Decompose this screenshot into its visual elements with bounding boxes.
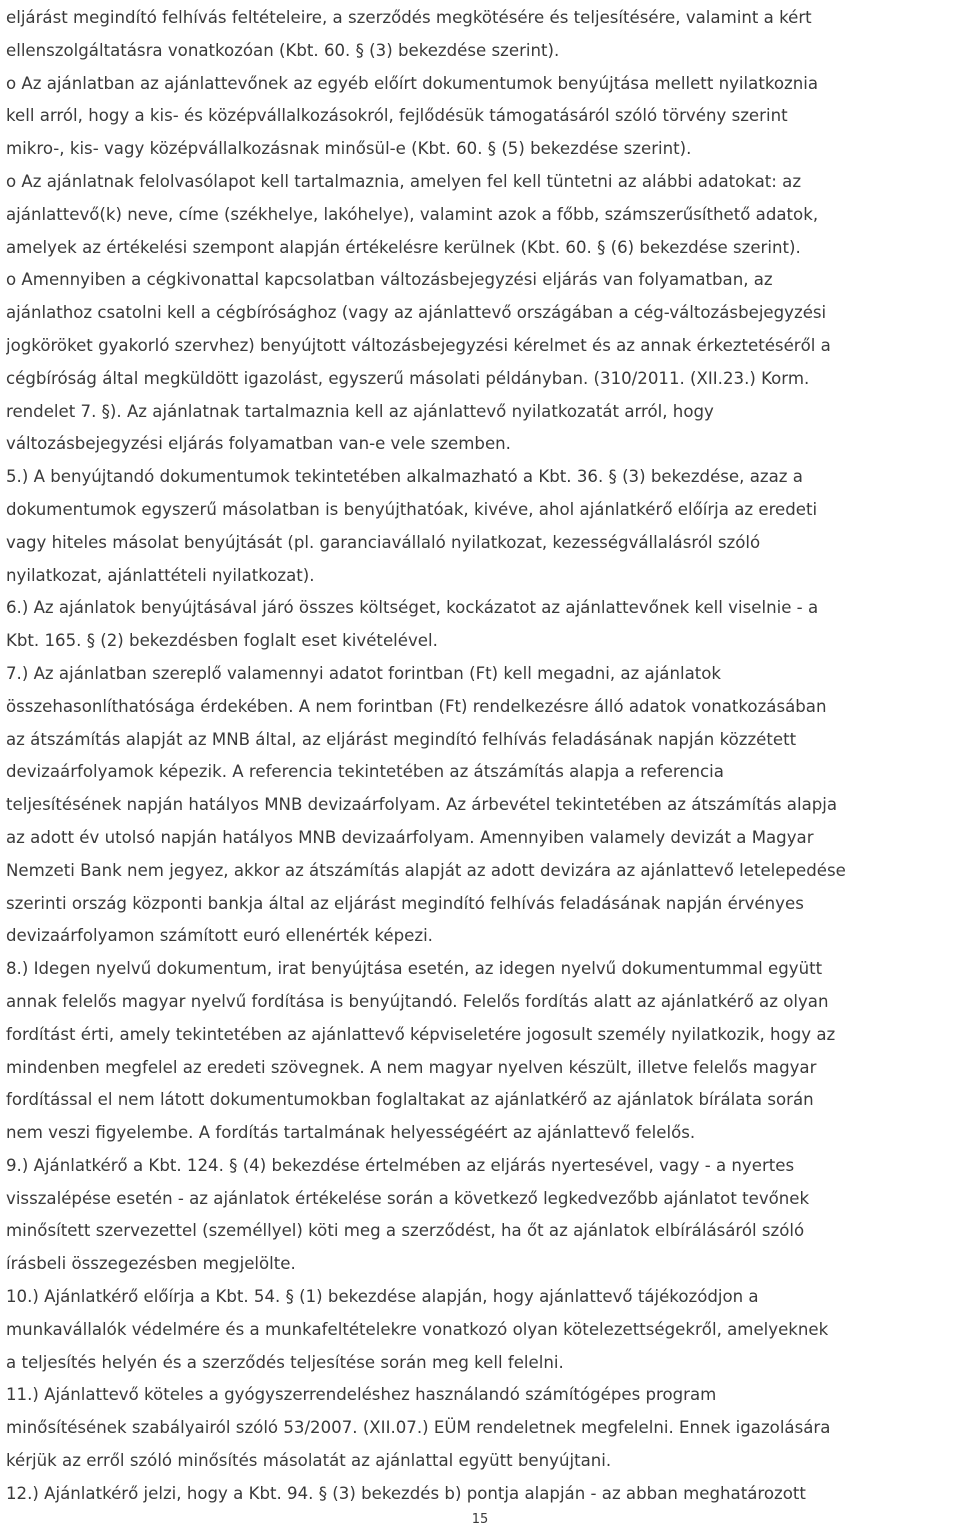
text-line: annak felelős magyar nyelvű fordítása is benyújtandó. Felelős fordítás alatt az ajánlatkérő az olyan — [6, 991, 829, 1011]
text-line: Kbt. 165. § (2) bekezdésben foglalt eset kivételével. — [6, 631, 438, 651]
text-line: o Amennyiben a cégkivonattal kapcsolatban változásbejegyzési eljárás van folyamatban, az — [6, 270, 773, 290]
text-line: vagy hiteles másolat benyújtását (pl. garanciavállaló nyilatkozat, kezességvállalásról szóló — [6, 532, 761, 552]
text-line: visszalépése esetén - az ajánlatok értékelése során a következő legkedvezőbb ajánlatot tevőnek — [6, 1188, 810, 1208]
text-line: kell arról, hogy a kis- és középvállalkozásokról, fejlődésük támogatásáról szóló törvény szerint — [6, 106, 788, 126]
page-number: 15 — [471, 1512, 489, 1527]
text-line: kérjük az erről szóló minősítés másolatát az ajánlattal együtt benyújtani. — [6, 1451, 612, 1471]
text-line: teljesítésének napján hatályos MNB devizaárfolyam. Az árbevétel tekintetében az átszámítás alapja — [6, 795, 838, 815]
text-line: amelyek az értékelési szempont alapján értékelésre kerülnek (Kbt. 60. § (6) bekezdése szerint). — [6, 237, 801, 257]
text-line: 12.) Ajánlatkérő jelzi, hogy a Kbt. 94. § (3) bekezdés b) pontja alapján - az abban meghatározott — [6, 1483, 806, 1503]
text-line: mikro-, kis- vagy középvállalkozásnak minősül-e (Kbt. 60. § (5) bekezdése szerint). — [6, 139, 692, 159]
text-line: devizaárfolyamok képezik. A referencia tekintetében az átszámítás alapja a referencia — [6, 762, 724, 782]
text-line: munkavállalók védelmére és a munkafeltételekre vonatkozó olyan kötelezettségekről, amelyeknek — [6, 1319, 829, 1339]
text-line: ajánlattevő(k) neve, címe (székhelye, lakóhelye), valamint azok a főbb, számszerűsíthető adatok, — [6, 204, 819, 224]
text-line: összehasonlíthatósága érdekében. A nem forintban (Ft) rendelkezésre álló adatok vonatkozásában — [6, 696, 827, 716]
text-line: fordítást érti, amely tekintetében az ajánlattevő képviseletére jogosult személy nyilatkozik, hogy az — [6, 1024, 836, 1044]
text-line: cégbíróság által megküldött igazolást, egyszerű másolati példányban. (310/2011. (XII.23.) Korm. — [6, 368, 810, 388]
text-line: 5.) A benyújtandó dokumentumok tekintetében alkalmazható a Kbt. 36. § (3) bekezdése, azaz a — [6, 467, 803, 487]
text-line: nyilatkozat, ajánlattételi nyilatkozat). — [6, 565, 315, 585]
text-line: eljárást megindító felhívás feltételeire, a szerződés megkötésére és teljesítésére, valamint a kért — [6, 8, 812, 27]
text-line: 10.) Ajánlatkérő előírja a Kbt. 54. § (1) bekezdése alapján, hogy ajánlattevő tájékozódjon a — [6, 1287, 759, 1307]
text-line: o Az ajánlatban az ajánlattevőnek az egyéb előírt dokumentumok benyújtása mellett nyilatkoznia — [6, 73, 819, 93]
text-line: minősített szervezettel (személlyel) köti meg a szerződést, ha őt az ajánlatok elbírálásáról szóló — [6, 1221, 805, 1241]
text-line: jogköröket gyakorló szervhez) benyújtott változásbejegyzési kérelmet és az annak érkeztetéséről a — [6, 335, 831, 355]
text-line: 7.) Az ajánlatban szereplő valamennyi adatot forintban (Ft) kell megadni, az ajánlatok — [6, 663, 722, 683]
text-line: ajánlathoz csatolni kell a cégbírósághoz (vagy az ajánlattevő országában a cég-változásbejegyzési — [6, 303, 827, 323]
text-line: változásbejegyzési eljárás folyamatban van-e vele szemben. — [6, 434, 511, 454]
text-line: nem veszi figyelembe. A fordítás tartalmának helyességéért az ajánlattevő felelős. — [6, 1123, 696, 1143]
text-line: dokumentumok egyszerű másolatban is benyújthatóak, kivéve, ahol ajánlatkérő előírja az eredeti — [6, 499, 818, 519]
text-line: 9.) Ajánlatkérő a Kbt. 124. § (4) bekezdése értelmében az eljárás nyertesével, vagy - a nyertes — [6, 1155, 795, 1175]
text-line: ellenszolgáltatásra vonatkozóan (Kbt. 60. § (3) bekezdése szerint). — [6, 40, 560, 60]
text-line: 6.) Az ajánlatok benyújtásával járó összes költséget, kockázatot az ajánlattevőnek kell viselnie - a — [6, 598, 819, 618]
text-line: az átszámítás alapját az MNB által, az eljárást megindító felhívás feladásának napján közzétett — [6, 729, 797, 749]
text-line: devizaárfolyamon számított euró ellenérték képezi. — [6, 926, 433, 946]
text-line: Nemzeti Bank nem jegyez, akkor az átszámítás alapját az adott devizára az ajánlattevő letelepedése — [6, 860, 846, 880]
text-line: 11.) Ajánlattevő köteles a gyógyszerrendeléshez használandó számítógépes program — [6, 1385, 717, 1405]
text-line: írásbeli összegezésben megjelölte. — [6, 1254, 296, 1274]
text-line: mindenben megfelel az eredeti szövegnek. A nem magyar nyelven készült, illetve felelős magyar — [6, 1057, 817, 1077]
text-line: szerinti ország központi bankja által az eljárást megindító felhívás feladásának napján érvényes — [6, 893, 804, 913]
text-line: az adott év utolsó napján hatályos MNB devizaárfolyam. Amennyiben valamely devizát a Magyar — [6, 827, 814, 847]
text-line: rendelet 7. §). Az ajánlatnak tartalmaznia kell az ajánlattevő nyilatkozatát arról, hogy — [6, 401, 714, 421]
text-line: 8.) Idegen nyelvű dokumentum, irat benyújtása esetén, az idegen nyelvű dokumentummal együtt — [6, 959, 823, 979]
text-line: minősítésének szabályairól szóló 53/2007. (XII.07.) EÜM rendeletnek megfelelni. Ennek igazolására — [6, 1418, 831, 1438]
text-line: a teljesítés helyén és a szerződés teljesítése során meg kell felelni. — [6, 1352, 564, 1372]
text-line: fordítással el nem látott dokumentumokban foglaltakat az ajánlatkérő az ajánlatok bírálata során — [6, 1090, 814, 1110]
body-text — [6, 2, 956, 1511]
text-line: o Az ajánlatnak felolvasólapot kell tartalmaznia, amelyen fel kell tüntetni az alábbi adatokat: az — [6, 171, 802, 191]
